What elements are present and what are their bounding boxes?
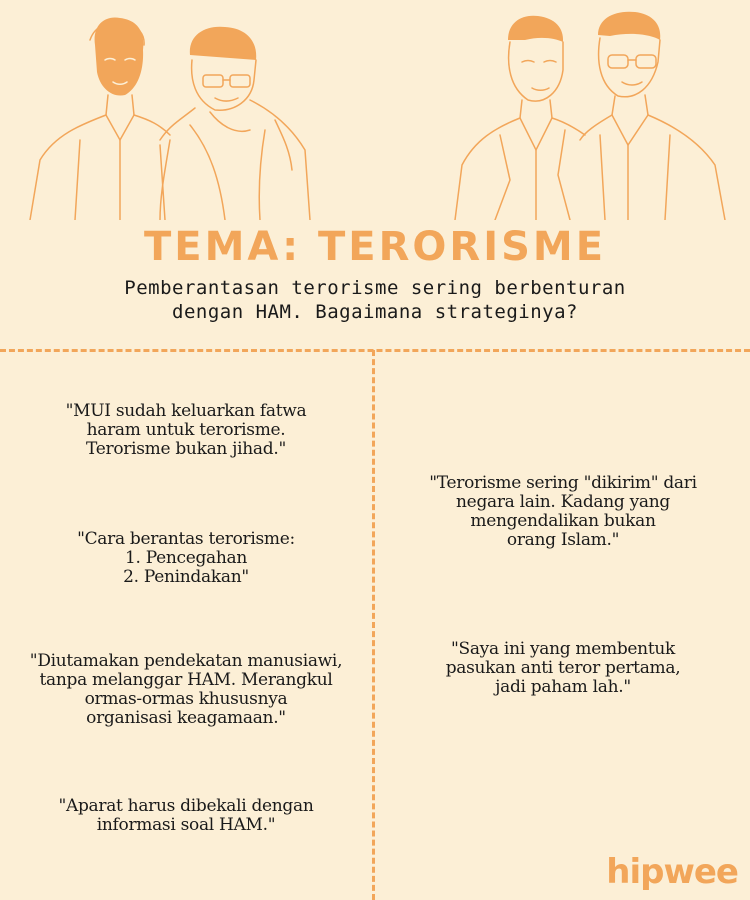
left-quote-1: "MUI sudah keluarkan fatwa haram untuk terorisme. Terorisme bukan jihad.": [65, 401, 307, 459]
right-quote-2: "Saya ini yang membentuk pasukan anti teror pertama, jadi paham lah.": [445, 639, 681, 697]
hipwee-logo: hipwee: [606, 852, 738, 892]
left-quote-2: "Cara berantas terorisme: 1. Pencegahan 2. Penindakan": [77, 529, 295, 587]
right-quote-1: "Terorisme sering "dikirim" dari negara lain. Kadang yang mengendalikan bukan orang Islam.": [429, 473, 697, 550]
left-quote-4: "Aparat harus dibekali dengan informasi soal HAM.": [58, 796, 314, 835]
theme-title: TEMA: TERORISME: [143, 224, 607, 270]
vertical-divider: [372, 350, 375, 900]
debate-question: Pemberantasan terorisme sering berbenturan dengan HAM. Bagaimana strateginya?: [124, 277, 626, 323]
candidates-illustration-right: [440, 0, 740, 220]
candidates-illustration-left: [20, 0, 320, 220]
horizontal-divider: [0, 349, 750, 352]
left-quote-3: "Diutamakan pendekatan manusiawi, tanpa melanggar HAM. Merangkul ormas-ormas khususnya organisasi keagamaan.": [29, 651, 343, 728]
